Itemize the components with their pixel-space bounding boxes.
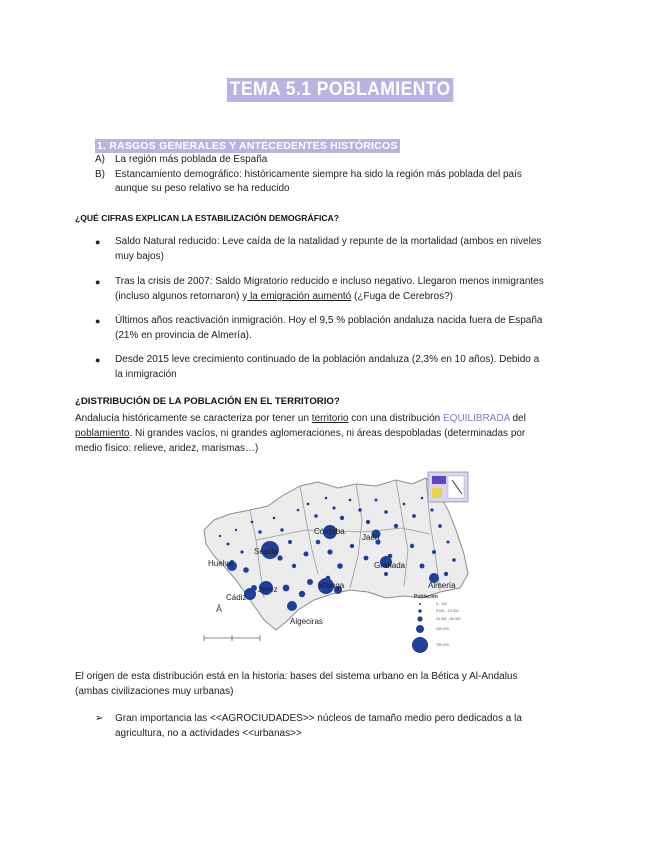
andalucia-population-map xyxy=(190,470,474,666)
question-heading-1: ¿QUÉ CIFRAS EXPLICAN LA ESTABILIZACIÓN DEMOGRÁFICA? xyxy=(75,213,340,223)
bullet-icon: ● xyxy=(95,316,101,326)
distribution-line2: poblamiento. Ni grandes vacíos, ni grandes aglomeraciones, ni áreas despobladas (determinadas por xyxy=(75,428,526,439)
agrociudades-line1: Gran importancia las <<AGROCIUDADES>> núcleos de tamaño medio pero dedicados a la xyxy=(115,713,522,724)
bullet-icon: ● xyxy=(95,277,101,287)
map-thumbnail-icon xyxy=(428,472,468,502)
city-label: Algeciras xyxy=(290,617,323,626)
bullet-4-line2: la inmigración xyxy=(115,369,177,380)
item-b-text-line2: aunque su peso relativo se ha reducido xyxy=(115,183,290,194)
city-label: Almería xyxy=(428,581,456,590)
page-title: TEMA 5.1 POBLAMIENTO xyxy=(227,78,453,102)
item-a-text: La región más poblada de España xyxy=(115,154,268,165)
bullet-1-line2: muy bajos) xyxy=(115,251,164,262)
section-heading: 1. RASGOS GENERALES Y ANTECEDENTES HISTÓRICOS xyxy=(97,140,398,152)
distribution-line1: Andalucía históricamente se caracteriza por tener un territorio con una distribución EQUILIBRADA del xyxy=(75,413,526,424)
origin-line1: El origen de esta distribución está en la historia: bases del sistema urbano en la Bética y Al-Andalus xyxy=(75,671,518,682)
item-b-text-line1: Estancamiento demográfico: históricamente siempre ha sido la región más poblada del país xyxy=(115,169,522,180)
bullet-icon: ● xyxy=(95,355,101,365)
city-label: Huelva xyxy=(208,559,233,568)
city-label: Jaén xyxy=(362,533,380,542)
item-marker-a: A) xyxy=(95,154,105,165)
legend-value: 20 001 - 50 000 xyxy=(436,617,461,621)
city-label: Sevilla xyxy=(254,547,278,556)
bullet-2-line2: (incluso algunos retornaron) y la emigración aumentó (¿Fuga de Cerebros?) xyxy=(115,291,453,302)
distribution-line3: medio físico: relieve, aridez, marismas…) xyxy=(75,443,259,454)
legend-title: Población xyxy=(414,594,438,600)
north-arrow-icon: Ā xyxy=(216,604,223,614)
bullet-2-line1: Tras la crisis de 2007: Saldo Migratorio reducido e incluso negativo. Llegaron menos inmigrantes xyxy=(115,276,544,287)
question-heading-2: ¿DISTRIBUCIÓN DE LA POBLACIÓN EN EL TERRITORIO? xyxy=(75,396,340,407)
equilibrada-highlight: EQUILIBRADA xyxy=(443,413,510,424)
bullet-1-line1: Saldo Natural reducido: Leve caída de la natalidad y repunte de la mortalidad (ambos en niveles xyxy=(115,236,542,247)
emigration-link: la emigración aumentó xyxy=(247,291,352,302)
city-label: Cádiz xyxy=(226,593,247,602)
origin-line2: (ambas civilizaciones muy urbanas) xyxy=(75,686,234,697)
arrow-bullet-icon: ➢ xyxy=(95,713,104,724)
agrociudades-line2: agricultura, no a actividades <<urbanas>> xyxy=(115,728,302,739)
legend-value: 700 000 xyxy=(436,643,449,647)
city-label: Málaga xyxy=(318,581,345,590)
bullet-3-line2: (21% en provincia de Almería). xyxy=(115,330,252,341)
city-label: Jerez xyxy=(258,585,278,594)
bullet-icon: ● xyxy=(95,237,101,247)
legend-value: 0 - 100 xyxy=(436,602,447,606)
city-label: Córdoba xyxy=(314,527,345,536)
bullet-4-line1: Desde 2015 leve crecimiento continuado de la población andaluza (2,3% en 10 años). Debido a xyxy=(115,354,540,365)
legend-value: 100 000 xyxy=(436,627,449,631)
bullet-3-line1: Últimos años reactivación inmigración. Hoy el 9,5 % población andaluza nacida fuera de España xyxy=(115,315,543,326)
item-marker-b: B) xyxy=(95,169,105,180)
city-label: Granada xyxy=(374,561,406,570)
legend-value: 5 001 - 10 000 xyxy=(436,609,459,613)
